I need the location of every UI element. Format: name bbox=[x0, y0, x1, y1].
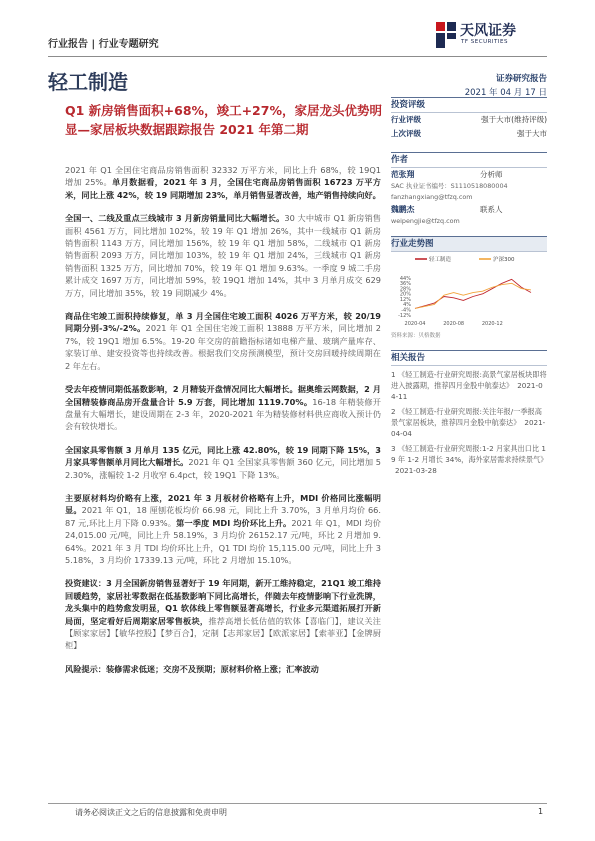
trend-chart-section bbox=[391, 236, 547, 341]
rating-section bbox=[391, 97, 547, 141]
summary-paragraph bbox=[65, 492, 381, 566]
author-cert: SAC 执业证书编号：S1110518080004 bbox=[391, 182, 508, 190]
rating-row bbox=[391, 127, 547, 141]
related-report-date: 2021-03-28 bbox=[395, 466, 437, 475]
paragraph-highlight: 投资建议：3 月全国新房销售显著好于 19 年同期，新开工维持稳定，21Q1 竣工维持回暖趋势，家居社零数据在低基数影响下同比高增长，伴随去年疫情影响下行业洗牌，龙头集中的趋势愈发明显，Q1 软体线上零售额显著高增长，行业多元渠道拓展打开新局面，坚定看好后周期家居零售板块， bbox=[65, 578, 381, 626]
author-email[interactable]: weipengjie@tfzq.com bbox=[391, 217, 460, 225]
summary-paragraph bbox=[65, 383, 381, 433]
related-report-number: 2 bbox=[391, 407, 396, 416]
tf-logo-icon bbox=[436, 22, 456, 48]
report-date: 2021 年 04 月 17 日 bbox=[464, 88, 547, 98]
breadcrumb: 行业报告 | 行业专题研究 bbox=[48, 39, 159, 50]
author-role: 联系人 bbox=[480, 205, 503, 214]
summary-paragraph bbox=[65, 310, 381, 372]
related-report-item[interactable] bbox=[391, 406, 547, 439]
chart-heading: 行业走势图 bbox=[391, 236, 547, 252]
footer-disclaimer: 请务必阅读正文之后的信息披露和免责申明 bbox=[75, 808, 227, 817]
related-heading: 相关报告 bbox=[391, 350, 547, 366]
summary-paragraph bbox=[65, 212, 381, 299]
rating-label: 上次评级 bbox=[391, 129, 421, 138]
report-type: 证券研究报告 bbox=[495, 74, 547, 84]
trend-chart bbox=[391, 254, 547, 332]
paragraph-text: 2021 年 Q1 全国住宅竣工面积 13888 万平方米，同比增加 27%，较 19Q1 增加 6.5%。19-20 年交房的前瞻指标诸如电梯产量、玻璃产量库存、家装订单、建安投资等也持续改善。根据我们交房预测模型，预计交房回暖持续周期在 2 年左右。 bbox=[65, 323, 381, 371]
related-report-title[interactable]: 《轻工制造-行业研究周报:高景气家居板块即将进入披露期，推荐四月金股中航泰达》 bbox=[391, 370, 547, 390]
paragraph-text: 2021 年 Q1，MDI 均价 24,015.00 元/吨，同比上升 58.19%，3 月均价 26152.17 元/吨，环比 2 月增加 9.64%。2021 年 3 月 TDI 均价环比上升，Q1 TDI 均价 15,115.00 元/吨，同比上升 35.18%，3 月均价 17339.13 元/吨，环比 2 月增加 15.10%。 bbox=[65, 517, 381, 565]
x-tick-label: 2020-08 bbox=[443, 321, 465, 327]
paragraph-highlight: 全国一、二线及重点三线城市 3 月新房销量同比大幅增长。 bbox=[65, 213, 285, 224]
summary-paragraph bbox=[65, 164, 381, 201]
related-report-number: 3 bbox=[391, 444, 396, 453]
y-tick-label: 28% bbox=[399, 286, 411, 293]
authors-heading: 作者 bbox=[391, 152, 547, 168]
paragraph-text: 推荐高增长低估值的软体【喜临门】，建议关注【顾家家居】【敏华控股】【梦百合】，定制【志邦家居】【欧派家居】【索菲亚】【金牌厨柜】 bbox=[65, 615, 381, 651]
summary-paragraph bbox=[65, 444, 381, 481]
paragraph-highlight: 第一季度 MDI 均价环比上升。 bbox=[176, 517, 292, 528]
related-report-date: 2021-04-04 bbox=[391, 418, 546, 438]
logo-name-cn: 天风证券 bbox=[460, 23, 516, 39]
y-tick-label: 36% bbox=[399, 281, 411, 288]
paragraph-highlight: 主要原材料均价略有上涨，2021 年 3 月板材价格略有上升，MDI 价格同比涨幅明显。 bbox=[65, 492, 381, 516]
sector-title: 轻工制造 bbox=[48, 70, 128, 94]
x-tick-label: 2020-04 bbox=[404, 321, 426, 327]
rating-row bbox=[391, 113, 547, 127]
author-role: 分析师 bbox=[480, 170, 503, 179]
related-report-title[interactable]: 《轻工制造-行业研究周报:1-2 月家具出口比 19 年 1-2 月增长 34%，海外家居需求持续景气》 bbox=[391, 444, 548, 464]
header-divider bbox=[48, 56, 547, 57]
legend-label: 轻工制造 bbox=[429, 257, 452, 263]
paragraph-text: 2021 年 Q1 全国家具零售额 360 亿元，同比增加 52.30%，涨幅较 1-2 月收窄 6.4pct，较 19Q1 下降 13%。 bbox=[65, 457, 381, 480]
paragraph-text: 30 大中城市 Q1 新房销售面积 4561 万方，同比增加 102%，较 19 年 Q1 增加 26%，其中一线城市 Q1 新房销售面积 1143 万方，同比增加 156%，较 19 年 Q1 增加 58%，二线城市 Q1 新房销售面积 2093 万方，同比增加 103%，较 19 年 Q1 增加 24%，三线城市 Q1 新房销售面积 1325 万方，同比增加 70%，较 19 年 Q1 增加 9.63%。一季度 9 城二手房累计成交 1697 万方，同比增加 59%，较 19Q1 增加 14%，其中 3 月单月成交 629 万方，同比增加 35%，较 19 同期减少 4%。 bbox=[65, 213, 381, 298]
related-report-title[interactable]: 《轻工制造-行业研究周报:关注年报/一季报高景气家居板块，推荐四月金股中航泰达》 bbox=[391, 407, 542, 427]
related-report-item[interactable] bbox=[391, 369, 547, 402]
y-tick-label: 20% bbox=[399, 291, 411, 298]
footer-divider bbox=[48, 803, 547, 804]
series-line bbox=[415, 279, 531, 308]
series-line bbox=[415, 283, 531, 308]
logo-name-en: TF SECURITIES bbox=[461, 39, 508, 45]
report-title: Q1 新房销售面积+68%，竣工+27%，家居龙头优势明显—家居板块数据跟踪报告 2021 年第二期 bbox=[65, 103, 382, 137]
chart-source: 资料来源：贝格数据 bbox=[391, 333, 441, 339]
y-tick-label: -12% bbox=[398, 312, 411, 319]
author-name: 魏鹏杰 bbox=[391, 205, 415, 214]
related-list bbox=[391, 369, 547, 476]
paragraph-highlight: 单月数据看，2021 年 3 月，全国住宅商品房销售面积 16723 万平方米，同比上涨 42%，较 19 同期增加 23%，单月销售显著改善，地产销售持续向好。 bbox=[65, 177, 381, 200]
related-report-item[interactable] bbox=[391, 443, 547, 476]
paragraph-text: 2021 年 Q1，18 厘刨花板均价 66.98 元，同比上升 3.70%，3 月单月均价 66.87 元,环比上月下降 0.93%。 bbox=[65, 505, 381, 528]
author-name: 范张翔 bbox=[391, 170, 415, 179]
authors-section bbox=[391, 152, 547, 227]
risk-warning bbox=[65, 663, 381, 675]
rating-value: 强于大市 bbox=[517, 129, 547, 138]
rating-label: 行业评级 bbox=[391, 115, 421, 124]
paragraph-highlight: 受去年疫情同期低基数影响，2 月精装开盘情况同比大幅增长。据奥维云网数据，2 月全国精装修商品房开盘量合计 5.9 万套，同比增加 1119.70%。 bbox=[65, 384, 381, 407]
rating-value: 强于大市(维持评级) bbox=[481, 115, 547, 124]
related-report-date: 2021-04-11 bbox=[391, 381, 543, 401]
related-reports-section bbox=[391, 350, 547, 480]
rating-heading: 投资评级 bbox=[391, 97, 547, 113]
legend-label: 沪深300 bbox=[493, 257, 515, 263]
y-tick-label: 12% bbox=[399, 296, 411, 303]
paragraph-text: 16-18 年精装修开盘量有大幅增长，建设周期在 2-3 年，2020-2021 年为精装修材料供应商收入预计仍会有较快增长。 bbox=[65, 396, 381, 432]
y-tick-label: -4% bbox=[401, 307, 411, 314]
author-row bbox=[391, 204, 547, 216]
author-row bbox=[391, 169, 547, 181]
company-logo bbox=[436, 20, 548, 52]
y-tick-label: 4% bbox=[403, 302, 411, 309]
paragraph-highlight: 商品住宅竣工面积持续修复，单 3 月全国住宅竣工面积 4026 万平方米，较 20/19 同期分别-3%/-2%。 bbox=[65, 311, 381, 334]
author-email[interactable]: fanzhangxiang@tfzq.com bbox=[391, 193, 473, 201]
investment-advice bbox=[65, 577, 381, 651]
paragraph-text: 2021 年 Q1 全国住宅商品房销售面积 32332 万平方米，同比上升 68%，较 19Q1 增加 25%。 bbox=[65, 165, 381, 188]
paragraph-highlight: 风险提示：装修需求低迷；交房不及预期；原材料价格上涨；汇率波动 bbox=[65, 663, 319, 674]
page-number: 1 bbox=[538, 807, 544, 816]
y-tick-label: 44% bbox=[399, 275, 411, 282]
report-summary bbox=[65, 164, 381, 686]
paragraph-highlight: 全国家具零售额 3 月单月 135 亿元，同比上涨 42.80%，较 19 同期下降 15%，3 月家具零售额单月同比大幅增长。 bbox=[65, 444, 381, 468]
x-tick-label: 2020-12 bbox=[481, 321, 503, 327]
related-report-number: 1 bbox=[391, 370, 396, 379]
